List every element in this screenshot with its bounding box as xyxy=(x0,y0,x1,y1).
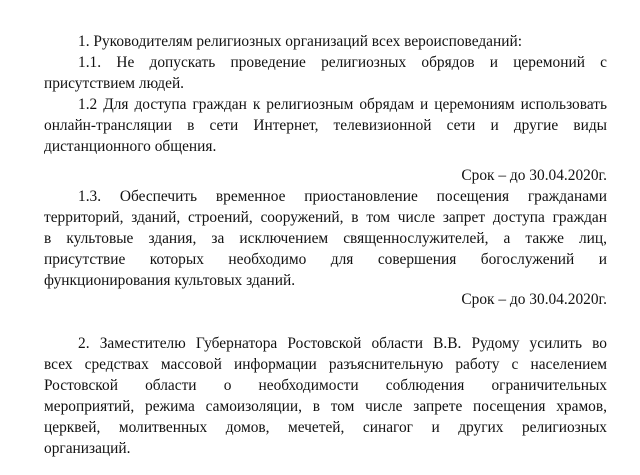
p1-2-line-2: онлайн-трансляции в сети Интернет, телевизионной сети и другие виды xyxy=(44,117,607,134)
p1-2-line-1: 1.2 Для доступа граждан к религиозным обрядам и церемониям использовать xyxy=(78,96,607,113)
p1-1-line-1: 1.1. Не допускать проведение религиозных обрядов и церемоний с xyxy=(78,54,607,71)
p1-3-line-3: в культовые здания, за исключением священнослужителей, а также лиц, xyxy=(44,230,607,247)
p1-1-line-2: присутствием людей. xyxy=(44,75,185,92)
p2-line-2: всех средствах массовой информации разъяснительную работу с населением xyxy=(44,356,607,373)
p2-line-4: мероприятий, режима самоизоляции, в том числе запрете посещения храмов, xyxy=(44,398,607,415)
deadline-1: Срок – до 30.04.2020г. xyxy=(461,167,607,184)
p2-line-1: 2. Заместителю Губернатора Ростовской области В.В. Рудому усилить во xyxy=(78,335,607,352)
p1-3-line-5: функционирования культовых зданий. xyxy=(44,272,296,289)
p1-3-line-1: 1.3. Обеспечить временное приостановление посещения гражданами xyxy=(78,188,607,205)
deadline-2: Срок – до 30.04.2020г. xyxy=(461,291,607,308)
p2-line-3: Ростовской области о необходимости соблюдения ограничительных xyxy=(44,377,607,394)
p1-3-line-2: территорий, зданий, строений, сооружений, в том числе запрет доступа граждан xyxy=(44,209,607,226)
p1-3-line-4: присутствие которых необходимо для совершения богослужений и xyxy=(44,251,607,268)
p1-heading: 1. Руководителям религиозных организаций всех вероисповеданий: xyxy=(78,33,522,50)
p1-2-line-3: дистанционного общения. xyxy=(44,138,217,155)
p2-line-6: организаций. xyxy=(44,440,131,457)
p2-line-5: церквей, молитвенных домов, мечетей, синагог и других религиозных xyxy=(44,419,607,436)
